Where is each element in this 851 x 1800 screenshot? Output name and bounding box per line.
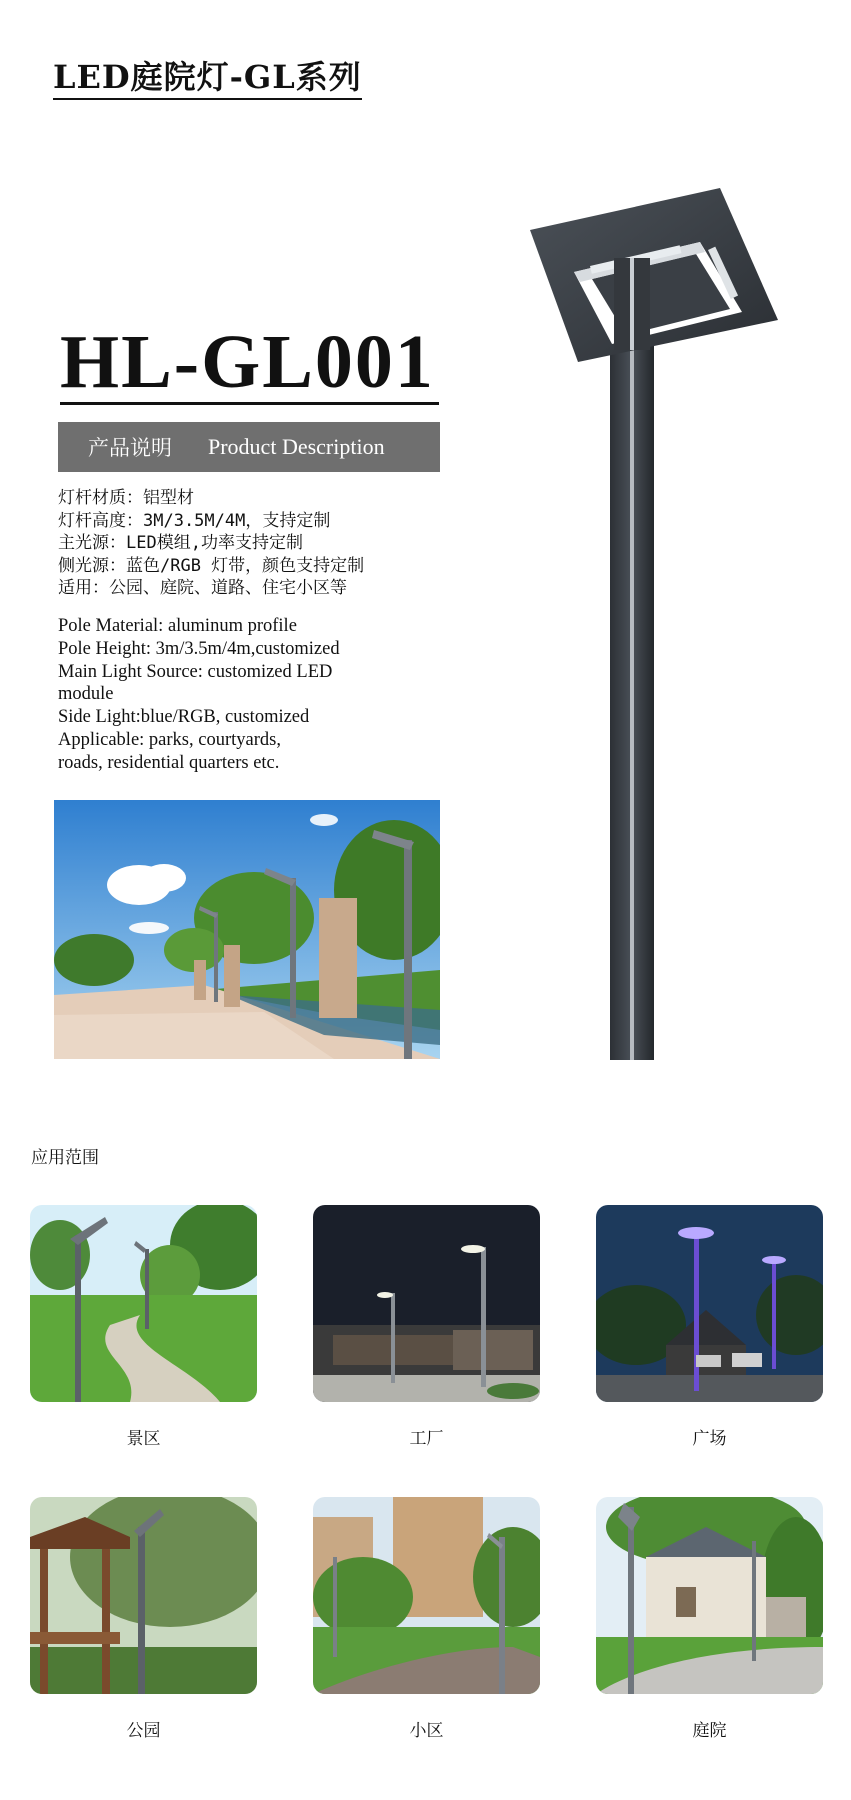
spec-line: Side Light:blue/RGB, customized xyxy=(58,707,310,728)
application-caption: 小区 xyxy=(409,1721,444,1741)
application-caption: 工厂 xyxy=(409,1429,444,1449)
spec-line: 灯杆材质：铝型材 xyxy=(58,488,194,508)
spec-line: Applicable: parks, courtyards, roads, residential quarters etc. xyxy=(58,729,281,773)
applications-label: 应用范围 xyxy=(31,1148,99,1168)
spec-line: Main Light Source: customized LED module xyxy=(58,661,333,705)
spec-line: Pole Height: 3m/3.5m/4m,customized xyxy=(58,638,340,659)
application-caption: 广场 xyxy=(692,1429,727,1449)
description-label-en: Product Description xyxy=(208,434,385,459)
spec-line: 灯杆高度：3M/3.5M/4M，支持定制 xyxy=(58,510,331,531)
application-caption: 公园 xyxy=(126,1721,161,1741)
product-model: HL-GL001 xyxy=(60,322,439,405)
specs-en xyxy=(58,615,388,775)
specs-zh xyxy=(58,487,364,600)
product-lamp-image xyxy=(530,180,790,1060)
spec-line: 侧光源：蓝色/RGB 灯带，颜色支持定制 xyxy=(58,555,365,576)
application-photo-courtyard xyxy=(596,1497,823,1694)
spec-line: Pole Material: aluminum profile xyxy=(58,616,297,636)
application-photo-scenic xyxy=(30,1205,257,1402)
spec-line: 主光源：LED模组,功率支持定制 xyxy=(58,533,303,553)
application-photo-residential xyxy=(313,1497,540,1694)
application-photo-square xyxy=(596,1205,823,1402)
spec-line: 适用：公园、庭院、道路、住宅小区等 xyxy=(58,578,347,598)
page-title: LED庭院灯-GL系列 xyxy=(53,58,362,100)
application-photo-factory xyxy=(313,1205,540,1402)
description-header-bar xyxy=(58,422,440,472)
application-caption: 景区 xyxy=(126,1429,161,1449)
description-label-zh: 产品说明 xyxy=(88,436,172,460)
scene-photo xyxy=(54,800,440,1059)
application-caption: 庭院 xyxy=(692,1721,727,1741)
application-photo-park xyxy=(30,1497,257,1694)
